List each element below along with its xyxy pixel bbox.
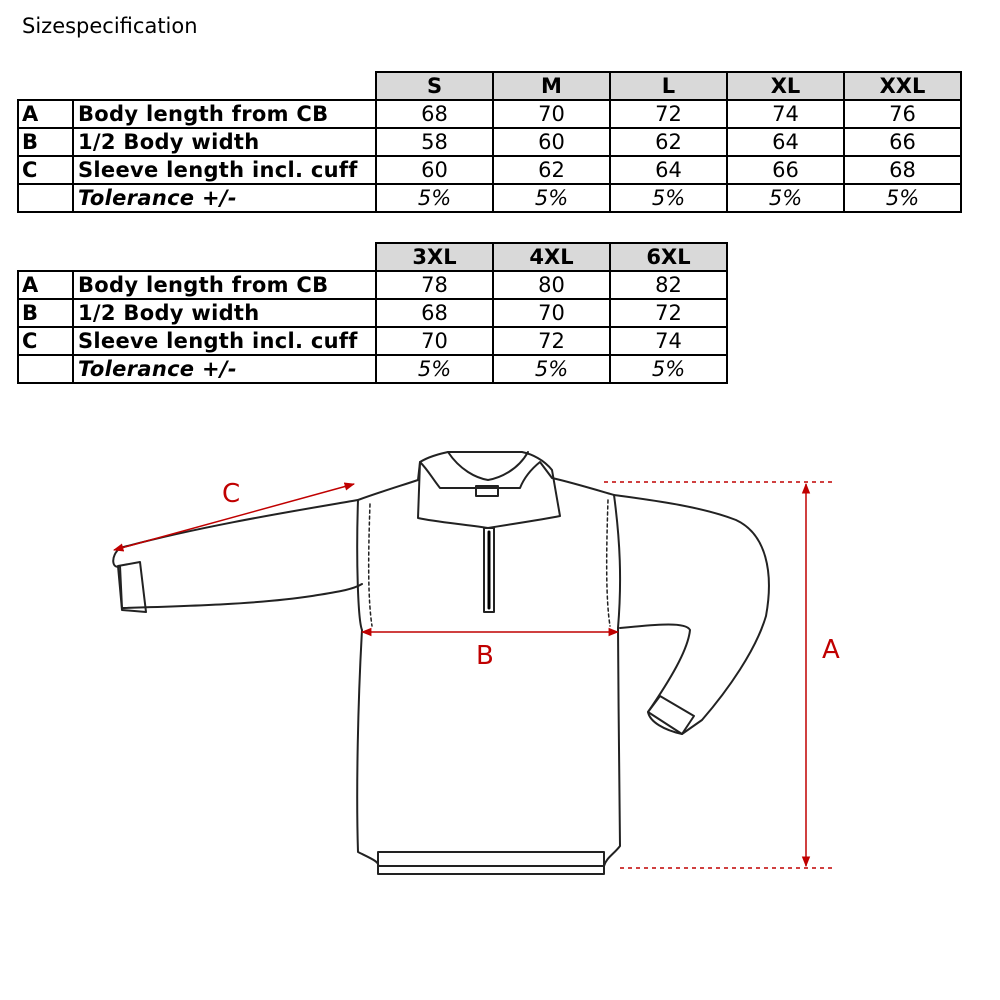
row-key: B [18,128,73,156]
size-header-xxl: XXL [844,72,961,100]
value-cell: 80 [493,271,610,299]
tolerance-cell: 5% [727,184,844,212]
size-header-row [18,243,727,271]
size-header-s: S [376,72,493,100]
value-cell: 68 [376,100,493,128]
row-label: Sleeve length incl. cuff [73,327,376,355]
size-header-m: M [493,72,610,100]
value-cell: 72 [610,299,727,327]
blank-cell [73,72,376,100]
row-key [18,355,73,383]
row-label: Tolerance +/- [73,184,376,212]
row-key: B [18,299,73,327]
tolerance-row [18,355,727,383]
blank-cell [18,243,73,271]
table-row [18,100,961,128]
value-cell: 60 [376,156,493,184]
blank-cell [73,243,376,271]
row-label: Body length from CB [73,271,376,299]
row-label: 1/2 Body width [73,128,376,156]
table-row [18,299,727,327]
neck-line [448,452,528,480]
value-cell: 70 [493,299,610,327]
size-header-xl: XL [727,72,844,100]
table-row [18,271,727,299]
tolerance-cell: 5% [376,355,493,383]
size-header-row [18,72,961,100]
value-cell: 64 [727,128,844,156]
tolerance-cell: 5% [610,184,727,212]
value-cell: 82 [610,271,727,299]
value-cell: 76 [844,100,961,128]
label-b: B [476,641,494,671]
size-header-6xl: 6XL [610,243,727,271]
tolerance-cell: 5% [610,355,727,383]
value-cell: 78 [376,271,493,299]
value-cell: 58 [376,128,493,156]
table-row [18,128,961,156]
row-key [18,184,73,212]
row-key: C [18,327,73,355]
value-cell: 74 [610,327,727,355]
row-label: 1/2 Body width [73,299,376,327]
label-c: C [222,479,241,509]
tolerance-row [18,184,961,212]
table-row [18,156,961,184]
row-key: A [18,271,73,299]
row-key: C [18,156,73,184]
label-a: A [822,635,840,665]
tolerance-cell: 5% [376,184,493,212]
size-table-1 [17,71,962,213]
size-header-3xl: 3XL [376,243,493,271]
row-label: Sleeve length incl. cuff [73,156,376,184]
tolerance-cell: 5% [493,184,610,212]
right-cuff [648,696,694,734]
tolerance-cell: 5% [844,184,961,212]
value-cell: 70 [376,327,493,355]
size-header-l: L [610,72,727,100]
value-cell: 72 [493,327,610,355]
value-cell: 62 [610,128,727,156]
value-cell: 66 [727,156,844,184]
sweater-diagram [0,440,1000,880]
left-cuff [118,562,146,612]
row-label: Body length from CB [73,100,376,128]
value-cell: 64 [610,156,727,184]
value-cell: 60 [493,128,610,156]
value-cell: 66 [844,128,961,156]
value-cell: 74 [727,100,844,128]
hem-ribbing [378,852,604,874]
value-cell: 62 [493,156,610,184]
value-cell: 68 [376,299,493,327]
right-sleeve [614,495,769,734]
tolerance-cell: 5% [493,355,610,383]
table-row [18,327,727,355]
size-header-4xl: 4XL [493,243,610,271]
value-cell: 68 [844,156,961,184]
page-title: Sizespecification [22,14,198,38]
blank-cell [18,72,73,100]
value-cell: 70 [493,100,610,128]
row-key: A [18,100,73,128]
size-table-2 [17,242,728,384]
row-label: Tolerance +/- [73,355,376,383]
value-cell: 72 [610,100,727,128]
